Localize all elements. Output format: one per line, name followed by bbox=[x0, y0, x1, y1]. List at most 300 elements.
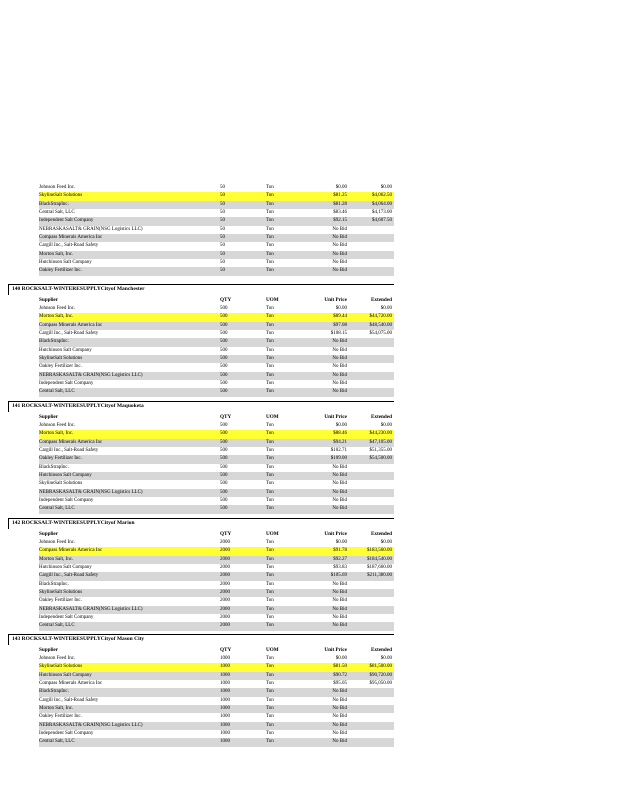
uom-cell: Ton bbox=[266, 656, 274, 661]
table-row bbox=[39, 472, 394, 480]
unit-price-cell: $92.15 bbox=[333, 218, 347, 224]
table-row bbox=[39, 622, 394, 630]
supplier-cell: Cargill Inc., Salt-Road Safety bbox=[39, 331, 99, 337]
table-row bbox=[39, 234, 394, 242]
column-headers bbox=[8, 646, 394, 655]
unit-price-cell: No Bid bbox=[332, 481, 347, 487]
uom-cell: Ton bbox=[266, 364, 274, 370]
supplier-cell: Independent Salt Company bbox=[39, 381, 94, 387]
qty-cell: 500 bbox=[220, 506, 228, 512]
column-header-unit-price: Unit Price bbox=[324, 531, 347, 537]
qty-cell: 1000 bbox=[220, 664, 230, 670]
column-header-extended: Extended bbox=[370, 297, 392, 303]
unit-price-cell: $97.08 bbox=[333, 322, 347, 328]
extended-cell: $48,540.00 bbox=[369, 322, 392, 328]
extended-cell: $47,105.00 bbox=[369, 439, 392, 445]
qty-cell: 2000 bbox=[220, 556, 230, 562]
qty-cell: 500 bbox=[220, 331, 228, 337]
table-rows bbox=[39, 539, 394, 631]
section-title: 143 ROCKSALT-WINTERESUPPLYCityof Mason City bbox=[12, 636, 145, 642]
table-rows bbox=[39, 305, 394, 397]
unit-price-cell: No Bid bbox=[332, 389, 347, 395]
qty-cell: 500 bbox=[220, 423, 228, 428]
section-marker bbox=[8, 284, 9, 295]
supplier-cell: Cargill Inc., Salt-Road Safety bbox=[39, 573, 99, 579]
qty-cell: 50 bbox=[220, 268, 225, 274]
unit-price-cell: No Bid bbox=[332, 356, 347, 362]
qty-cell: 50 bbox=[220, 185, 225, 190]
uom-cell: Ton bbox=[266, 464, 274, 470]
unit-price-cell: No Bid bbox=[332, 722, 347, 728]
supplier-cell: Hutchinson Salt Company bbox=[39, 260, 92, 266]
unit-price-cell: $0.00 bbox=[335, 540, 347, 545]
table-row bbox=[39, 606, 394, 614]
qty-cell: 500 bbox=[220, 372, 228, 378]
unit-price-cell: No Bid bbox=[332, 260, 347, 266]
uom-cell: Ton bbox=[266, 573, 274, 579]
supplier-cell: SkylineSalt Solutions bbox=[39, 481, 83, 487]
unit-price-cell: No Bid bbox=[332, 615, 347, 621]
extended-cell: $4,062.50 bbox=[372, 193, 392, 199]
uom-cell: Ton bbox=[266, 565, 274, 571]
supplier-cell: NEBRASKASALT& GRAIN(NSG Logistics LLC) bbox=[39, 372, 143, 378]
supplier-cell: SkylineSalt Solutions bbox=[39, 193, 83, 199]
qty-cell: 500 bbox=[220, 481, 228, 487]
table-row bbox=[39, 680, 394, 688]
uom-cell: Ton bbox=[266, 423, 274, 428]
unit-price-cell: $92.27 bbox=[333, 556, 347, 562]
section-title: 142 ROCKSALT-WINTERESUPPLYCityof Marion bbox=[12, 520, 135, 526]
bid-section-142 bbox=[8, 518, 394, 631]
supplier-cell: Central Salt, LLC bbox=[39, 389, 75, 395]
qty-cell: 500 bbox=[220, 498, 228, 504]
unit-price-cell: No Bid bbox=[332, 581, 347, 587]
table-row bbox=[39, 242, 394, 250]
qty-cell: 50 bbox=[220, 235, 225, 241]
supplier-cell: NEBRASKASALT& GRAIN(NSG Logistics LLC) bbox=[39, 226, 143, 232]
table-row bbox=[39, 497, 394, 505]
extended-cell: $90,720.00 bbox=[369, 672, 392, 678]
extended-cell: $54,500.00 bbox=[369, 456, 392, 462]
table-row bbox=[39, 697, 394, 705]
bid-section-141 bbox=[8, 401, 394, 514]
uom-cell: Ton bbox=[266, 623, 274, 629]
unit-price-cell: $81.50 bbox=[333, 664, 347, 670]
uom-cell: Ton bbox=[266, 339, 274, 345]
unit-price-cell: No Bid bbox=[332, 381, 347, 387]
table-row bbox=[39, 217, 394, 225]
uom-cell: Ton bbox=[266, 381, 274, 387]
table-row bbox=[39, 259, 394, 267]
supplier-cell: BlackStrapInc. bbox=[39, 581, 69, 587]
supplier-cell: Johnson Feed Inc. bbox=[39, 185, 76, 190]
column-header-supplier: Supplier bbox=[39, 414, 59, 420]
uom-cell: Ton bbox=[266, 706, 274, 712]
extended-cell: $0.00 bbox=[380, 540, 392, 545]
unit-price-cell: No Bid bbox=[332, 739, 347, 745]
qty-cell: 1000 bbox=[220, 714, 230, 720]
supplier-cell: Independent Salt Company bbox=[39, 498, 94, 504]
extended-cell: $4,607.50 bbox=[372, 218, 392, 224]
column-header-extended: Extended bbox=[370, 647, 392, 653]
qty-cell: 500 bbox=[220, 339, 228, 345]
column-header-unit-price: Unit Price bbox=[324, 647, 347, 653]
table-row bbox=[39, 556, 394, 564]
supplier-cell: Independent Salt Company bbox=[39, 218, 94, 224]
uom-cell: Ton bbox=[266, 615, 274, 621]
qty-cell: 50 bbox=[220, 193, 225, 199]
supplier-cell: Hutchinson Salt Company bbox=[39, 672, 92, 678]
qty-cell: 50 bbox=[220, 226, 225, 232]
uom-cell: Ton bbox=[266, 314, 274, 320]
section-marker bbox=[8, 518, 9, 529]
extended-cell: $4,173.00 bbox=[372, 210, 392, 216]
uom-cell: Ton bbox=[266, 540, 274, 545]
table-row bbox=[39, 447, 394, 455]
supplier-cell: Hutchinson Salt Company bbox=[39, 565, 92, 571]
qty-cell: 2000 bbox=[220, 573, 230, 579]
unit-price-cell: $108.15 bbox=[330, 331, 347, 337]
qty-cell: 50 bbox=[220, 218, 225, 224]
supplier-cell: Cargill Inc., Salt-Road Safety bbox=[39, 697, 99, 703]
qty-cell: 500 bbox=[220, 322, 228, 328]
table-rows bbox=[39, 655, 394, 747]
supplier-cell: Central Salt, LLC bbox=[39, 210, 75, 216]
section-title: 141 ROCKSALT-WINTERESUPPLYCityof Maquoketa bbox=[12, 403, 144, 409]
uom-cell: Ton bbox=[266, 251, 274, 257]
uom-cell: Ton bbox=[266, 498, 274, 504]
qty-cell: 1000 bbox=[220, 722, 230, 728]
unit-price-cell: No Bid bbox=[332, 339, 347, 345]
qty-cell: 1000 bbox=[220, 656, 230, 661]
column-header-unit-price: Unit Price bbox=[324, 297, 347, 303]
unit-price-cell: $0.00 bbox=[335, 656, 347, 661]
table-row bbox=[39, 422, 394, 430]
unit-price-cell: $109.00 bbox=[330, 456, 347, 462]
supplier-cell: Morton Salt, Inc. bbox=[39, 556, 74, 562]
unit-price-cell: No Bid bbox=[332, 251, 347, 257]
supplier-cell: Cargill Inc., Salt-Road Safety bbox=[39, 448, 99, 454]
qty-cell: 500 bbox=[220, 473, 228, 479]
extended-cell: $54,075.00 bbox=[369, 331, 392, 337]
unit-price-cell: $89.44 bbox=[333, 314, 347, 320]
extended-cell: $0.00 bbox=[380, 423, 392, 428]
table-row bbox=[39, 355, 394, 363]
unit-price-cell: No Bid bbox=[332, 489, 347, 495]
unit-price-cell: No Bid bbox=[332, 706, 347, 712]
qty-cell: 2000 bbox=[220, 565, 230, 571]
supplier-cell: Oakley Fertilizer Inc. bbox=[39, 268, 82, 274]
uom-cell: Ton bbox=[266, 372, 274, 378]
supplier-cell: Oakley Fertilizer Inc. bbox=[39, 714, 82, 720]
supplier-cell: Morton Salt, Inc. bbox=[39, 431, 74, 437]
qty-cell: 500 bbox=[220, 356, 228, 362]
uom-cell: Ton bbox=[266, 714, 274, 720]
table-row bbox=[39, 505, 394, 513]
uom-cell: Ton bbox=[266, 590, 274, 596]
supplier-cell: NEBRASKASALT& GRAIN(NSG Logistics LLC) bbox=[39, 722, 143, 728]
supplier-cell: NEBRASKASALT& GRAIN(NSG Logistics LLC) bbox=[39, 606, 143, 612]
unit-price-cell: No Bid bbox=[332, 606, 347, 612]
extended-cell: $183,560.00 bbox=[367, 548, 392, 554]
column-header-extended: Extended bbox=[370, 414, 392, 420]
supplier-cell: Cargill Inc., Salt-Road Safety bbox=[39, 243, 99, 249]
table-row bbox=[39, 722, 394, 730]
qty-cell: 1000 bbox=[220, 706, 230, 712]
table-row bbox=[39, 672, 394, 680]
qty-cell: 500 bbox=[220, 439, 228, 445]
column-header-uom: UOM bbox=[266, 531, 279, 537]
table-row bbox=[39, 614, 394, 622]
unit-price-cell: $83.46 bbox=[333, 210, 347, 216]
unit-price-cell: No Bid bbox=[332, 226, 347, 232]
top-continuation-table bbox=[8, 184, 394, 276]
unit-price-cell: No Bid bbox=[332, 372, 347, 378]
extended-cell: $184,540.00 bbox=[367, 556, 392, 562]
column-header-qty: QTY bbox=[220, 297, 232, 303]
uom-cell: Ton bbox=[266, 226, 274, 232]
qty-cell: 500 bbox=[220, 314, 228, 320]
uom-cell: Ton bbox=[266, 431, 274, 437]
table-row bbox=[39, 226, 394, 234]
unit-price-cell: $0.00 bbox=[335, 185, 347, 190]
qty-cell: 2000 bbox=[220, 598, 230, 604]
column-headers bbox=[8, 530, 394, 539]
table-row bbox=[39, 705, 394, 713]
extended-cell: $44,720.00 bbox=[369, 314, 392, 320]
supplier-cell: Oakley Fertilizer Inc. bbox=[39, 456, 82, 462]
table-rows bbox=[39, 422, 394, 514]
uom-cell: Ton bbox=[266, 356, 274, 362]
supplier-cell: Compass Minerals America Inc bbox=[39, 681, 103, 687]
column-headers bbox=[8, 296, 394, 305]
qty-cell: 2000 bbox=[220, 606, 230, 612]
supplier-cell: Oakley Fertilizer Inc. bbox=[39, 598, 82, 604]
unit-price-cell: $105.69 bbox=[330, 573, 347, 579]
qty-cell: 500 bbox=[220, 431, 228, 437]
supplier-cell: SkylineSalt Solutions bbox=[39, 356, 83, 362]
bid-section-143 bbox=[8, 634, 394, 747]
unit-price-cell: No Bid bbox=[332, 731, 347, 737]
table-row bbox=[39, 589, 394, 597]
table-row bbox=[39, 347, 394, 355]
uom-cell: Ton bbox=[266, 243, 274, 249]
table-row bbox=[39, 251, 394, 259]
qty-cell: 500 bbox=[220, 364, 228, 370]
supplier-cell: Compass Minerals America Inc bbox=[39, 235, 103, 241]
unit-price-cell: No Bid bbox=[332, 243, 347, 249]
uom-cell: Ton bbox=[266, 556, 274, 562]
unit-price-cell: No Bid bbox=[332, 689, 347, 695]
qty-cell: 1000 bbox=[220, 681, 230, 687]
extended-cell: $0.00 bbox=[380, 656, 392, 661]
table-row bbox=[39, 338, 394, 346]
qty-cell: 2000 bbox=[220, 548, 230, 554]
qty-cell: 50 bbox=[220, 243, 225, 249]
qty-cell: 50 bbox=[220, 210, 225, 216]
qty-cell: 1000 bbox=[220, 731, 230, 737]
table-row bbox=[39, 464, 394, 472]
qty-cell: 50 bbox=[220, 260, 225, 266]
column-header-supplier: Supplier bbox=[39, 647, 59, 653]
column-header-qty: QTY bbox=[220, 414, 232, 420]
column-header-uom: UOM bbox=[266, 297, 279, 303]
unit-price-cell: No Bid bbox=[332, 714, 347, 720]
uom-cell: Ton bbox=[266, 306, 274, 311]
uom-cell: Ton bbox=[266, 581, 274, 587]
extended-cell: $0.00 bbox=[380, 306, 392, 311]
qty-cell: 1000 bbox=[220, 697, 230, 703]
column-header-supplier: Supplier bbox=[39, 297, 59, 303]
table-row bbox=[39, 539, 394, 547]
table-row bbox=[39, 655, 394, 663]
table-row bbox=[39, 597, 394, 605]
uom-cell: Ton bbox=[266, 473, 274, 479]
table-row bbox=[39, 688, 394, 696]
column-header-uom: UOM bbox=[266, 414, 279, 420]
supplier-cell: Johnson Feed Inc. bbox=[39, 306, 76, 311]
table-row bbox=[39, 322, 394, 330]
qty-cell: 1000 bbox=[220, 739, 230, 745]
uom-cell: Ton bbox=[266, 347, 274, 353]
qty-cell: 500 bbox=[220, 381, 228, 387]
supplier-cell: Morton Salt, Inc. bbox=[39, 251, 74, 257]
section-title: 140 ROCKSALT-WINTERESUPPLYCityof Manchester bbox=[12, 286, 145, 292]
uom-cell: Ton bbox=[266, 331, 274, 337]
supplier-cell: Hutchinson Salt Company bbox=[39, 473, 92, 479]
extended-cell: $0.00 bbox=[380, 185, 392, 190]
unit-price-cell: $81.28 bbox=[333, 201, 347, 207]
unit-price-cell: No Bid bbox=[332, 498, 347, 504]
supplier-cell: Independent Salt Company bbox=[39, 731, 94, 737]
supplier-cell: Morton Salt, Inc. bbox=[39, 314, 74, 320]
supplier-cell: SkylineSalt Solutions bbox=[39, 590, 83, 596]
table-row bbox=[39, 305, 394, 313]
uom-cell: Ton bbox=[266, 489, 274, 495]
extended-cell: $95,050.00 bbox=[369, 681, 392, 687]
unit-price-cell: $0.00 bbox=[335, 306, 347, 311]
section-header bbox=[8, 518, 394, 530]
supplier-cell: Morton Salt, Inc. bbox=[39, 706, 74, 712]
uom-cell: Ton bbox=[266, 448, 274, 454]
supplier-cell: Central Salt, LLC bbox=[39, 623, 75, 629]
uom-cell: Ton bbox=[266, 268, 274, 274]
section-marker bbox=[8, 401, 9, 412]
table-row bbox=[39, 547, 394, 555]
supplier-cell: Johnson Feed Inc. bbox=[39, 423, 76, 428]
uom-cell: Ton bbox=[266, 697, 274, 703]
unit-price-cell: No Bid bbox=[332, 697, 347, 703]
qty-cell: 500 bbox=[220, 456, 228, 462]
supplier-cell: Oakley Fertilizer Inc. bbox=[39, 364, 82, 370]
extended-cell: $211,380.00 bbox=[367, 573, 392, 579]
supplier-cell: BlackStrapInc. bbox=[39, 464, 69, 470]
table-row bbox=[39, 738, 394, 746]
qty-cell: 500 bbox=[220, 464, 228, 470]
column-header-uom: UOM bbox=[266, 647, 279, 653]
section-header bbox=[8, 634, 394, 646]
supplier-cell: Johnson Feed Inc. bbox=[39, 540, 76, 545]
table-row bbox=[39, 209, 394, 217]
qty-cell: 50 bbox=[220, 201, 225, 207]
uom-cell: Ton bbox=[266, 439, 274, 445]
supplier-cell: BlackStrapInc. bbox=[39, 201, 69, 207]
uom-cell: Ton bbox=[266, 672, 274, 678]
section-marker bbox=[8, 634, 9, 645]
qty-cell: 2000 bbox=[220, 581, 230, 587]
unit-price-cell: $91.78 bbox=[333, 548, 347, 554]
qty-cell: 500 bbox=[220, 347, 228, 353]
unit-price-cell: No Bid bbox=[332, 268, 347, 274]
table-row bbox=[39, 330, 394, 338]
uom-cell: Ton bbox=[266, 506, 274, 512]
uom-cell: Ton bbox=[266, 722, 274, 728]
supplier-cell: SkylineSalt Solutions bbox=[39, 664, 83, 670]
uom-cell: Ton bbox=[266, 322, 274, 328]
extended-cell: $81,500.00 bbox=[369, 664, 392, 670]
uom-cell: Ton bbox=[266, 689, 274, 695]
qty-cell: 500 bbox=[220, 306, 228, 311]
column-header-supplier: Supplier bbox=[39, 531, 59, 537]
supplier-cell: NEBRASKASALT& GRAIN(NSG Logistics LLC) bbox=[39, 489, 143, 495]
uom-cell: Ton bbox=[266, 193, 274, 199]
unit-price-cell: $90.72 bbox=[333, 672, 347, 678]
supplier-cell: Hutchinson Salt Company bbox=[39, 347, 92, 353]
extended-cell: $187,660.00 bbox=[367, 565, 392, 571]
supplier-cell: Independent Salt Company bbox=[39, 615, 94, 621]
unit-price-cell: $93.83 bbox=[333, 565, 347, 571]
table-row bbox=[39, 184, 394, 192]
table-row bbox=[39, 267, 394, 275]
supplier-cell: Johnson Feed Inc. bbox=[39, 656, 76, 661]
supplier-cell: BlackStrapInc. bbox=[39, 339, 69, 345]
column-headers bbox=[8, 413, 394, 422]
table-row bbox=[39, 439, 394, 447]
qty-cell: 2000 bbox=[220, 540, 230, 545]
table-row bbox=[39, 363, 394, 371]
column-header-extended: Extended bbox=[370, 531, 392, 537]
qty-cell: 2000 bbox=[220, 615, 230, 621]
qty-cell: 2000 bbox=[220, 590, 230, 596]
supplier-cell: Compass Minerals America Inc bbox=[39, 548, 103, 554]
qty-cell: 500 bbox=[220, 489, 228, 495]
qty-cell: 50 bbox=[220, 251, 225, 257]
uom-cell: Ton bbox=[266, 218, 274, 224]
unit-price-cell: No Bid bbox=[332, 464, 347, 470]
table-row bbox=[39, 663, 394, 671]
uom-cell: Ton bbox=[266, 260, 274, 266]
uom-cell: Ton bbox=[266, 731, 274, 737]
section-header bbox=[8, 401, 394, 413]
supplier-cell: Compass Minerals America Inc bbox=[39, 439, 103, 445]
table-row bbox=[39, 455, 394, 463]
supplier-cell: Central Salt, LLC bbox=[39, 739, 75, 745]
uom-cell: Ton bbox=[266, 739, 274, 745]
uom-cell: Ton bbox=[266, 389, 274, 395]
unit-price-cell: No Bid bbox=[332, 235, 347, 241]
bid-section-140 bbox=[8, 284, 394, 397]
uom-cell: Ton bbox=[266, 201, 274, 207]
supplier-cell: Compass Minerals America Inc bbox=[39, 322, 103, 328]
qty-cell: 1000 bbox=[220, 672, 230, 678]
table-row bbox=[39, 730, 394, 738]
table-row bbox=[39, 313, 394, 321]
uom-cell: Ton bbox=[266, 210, 274, 216]
unit-price-cell: $94.21 bbox=[333, 439, 347, 445]
unit-price-cell: No Bid bbox=[332, 623, 347, 629]
table-row bbox=[39, 380, 394, 388]
section-header bbox=[8, 284, 394, 296]
